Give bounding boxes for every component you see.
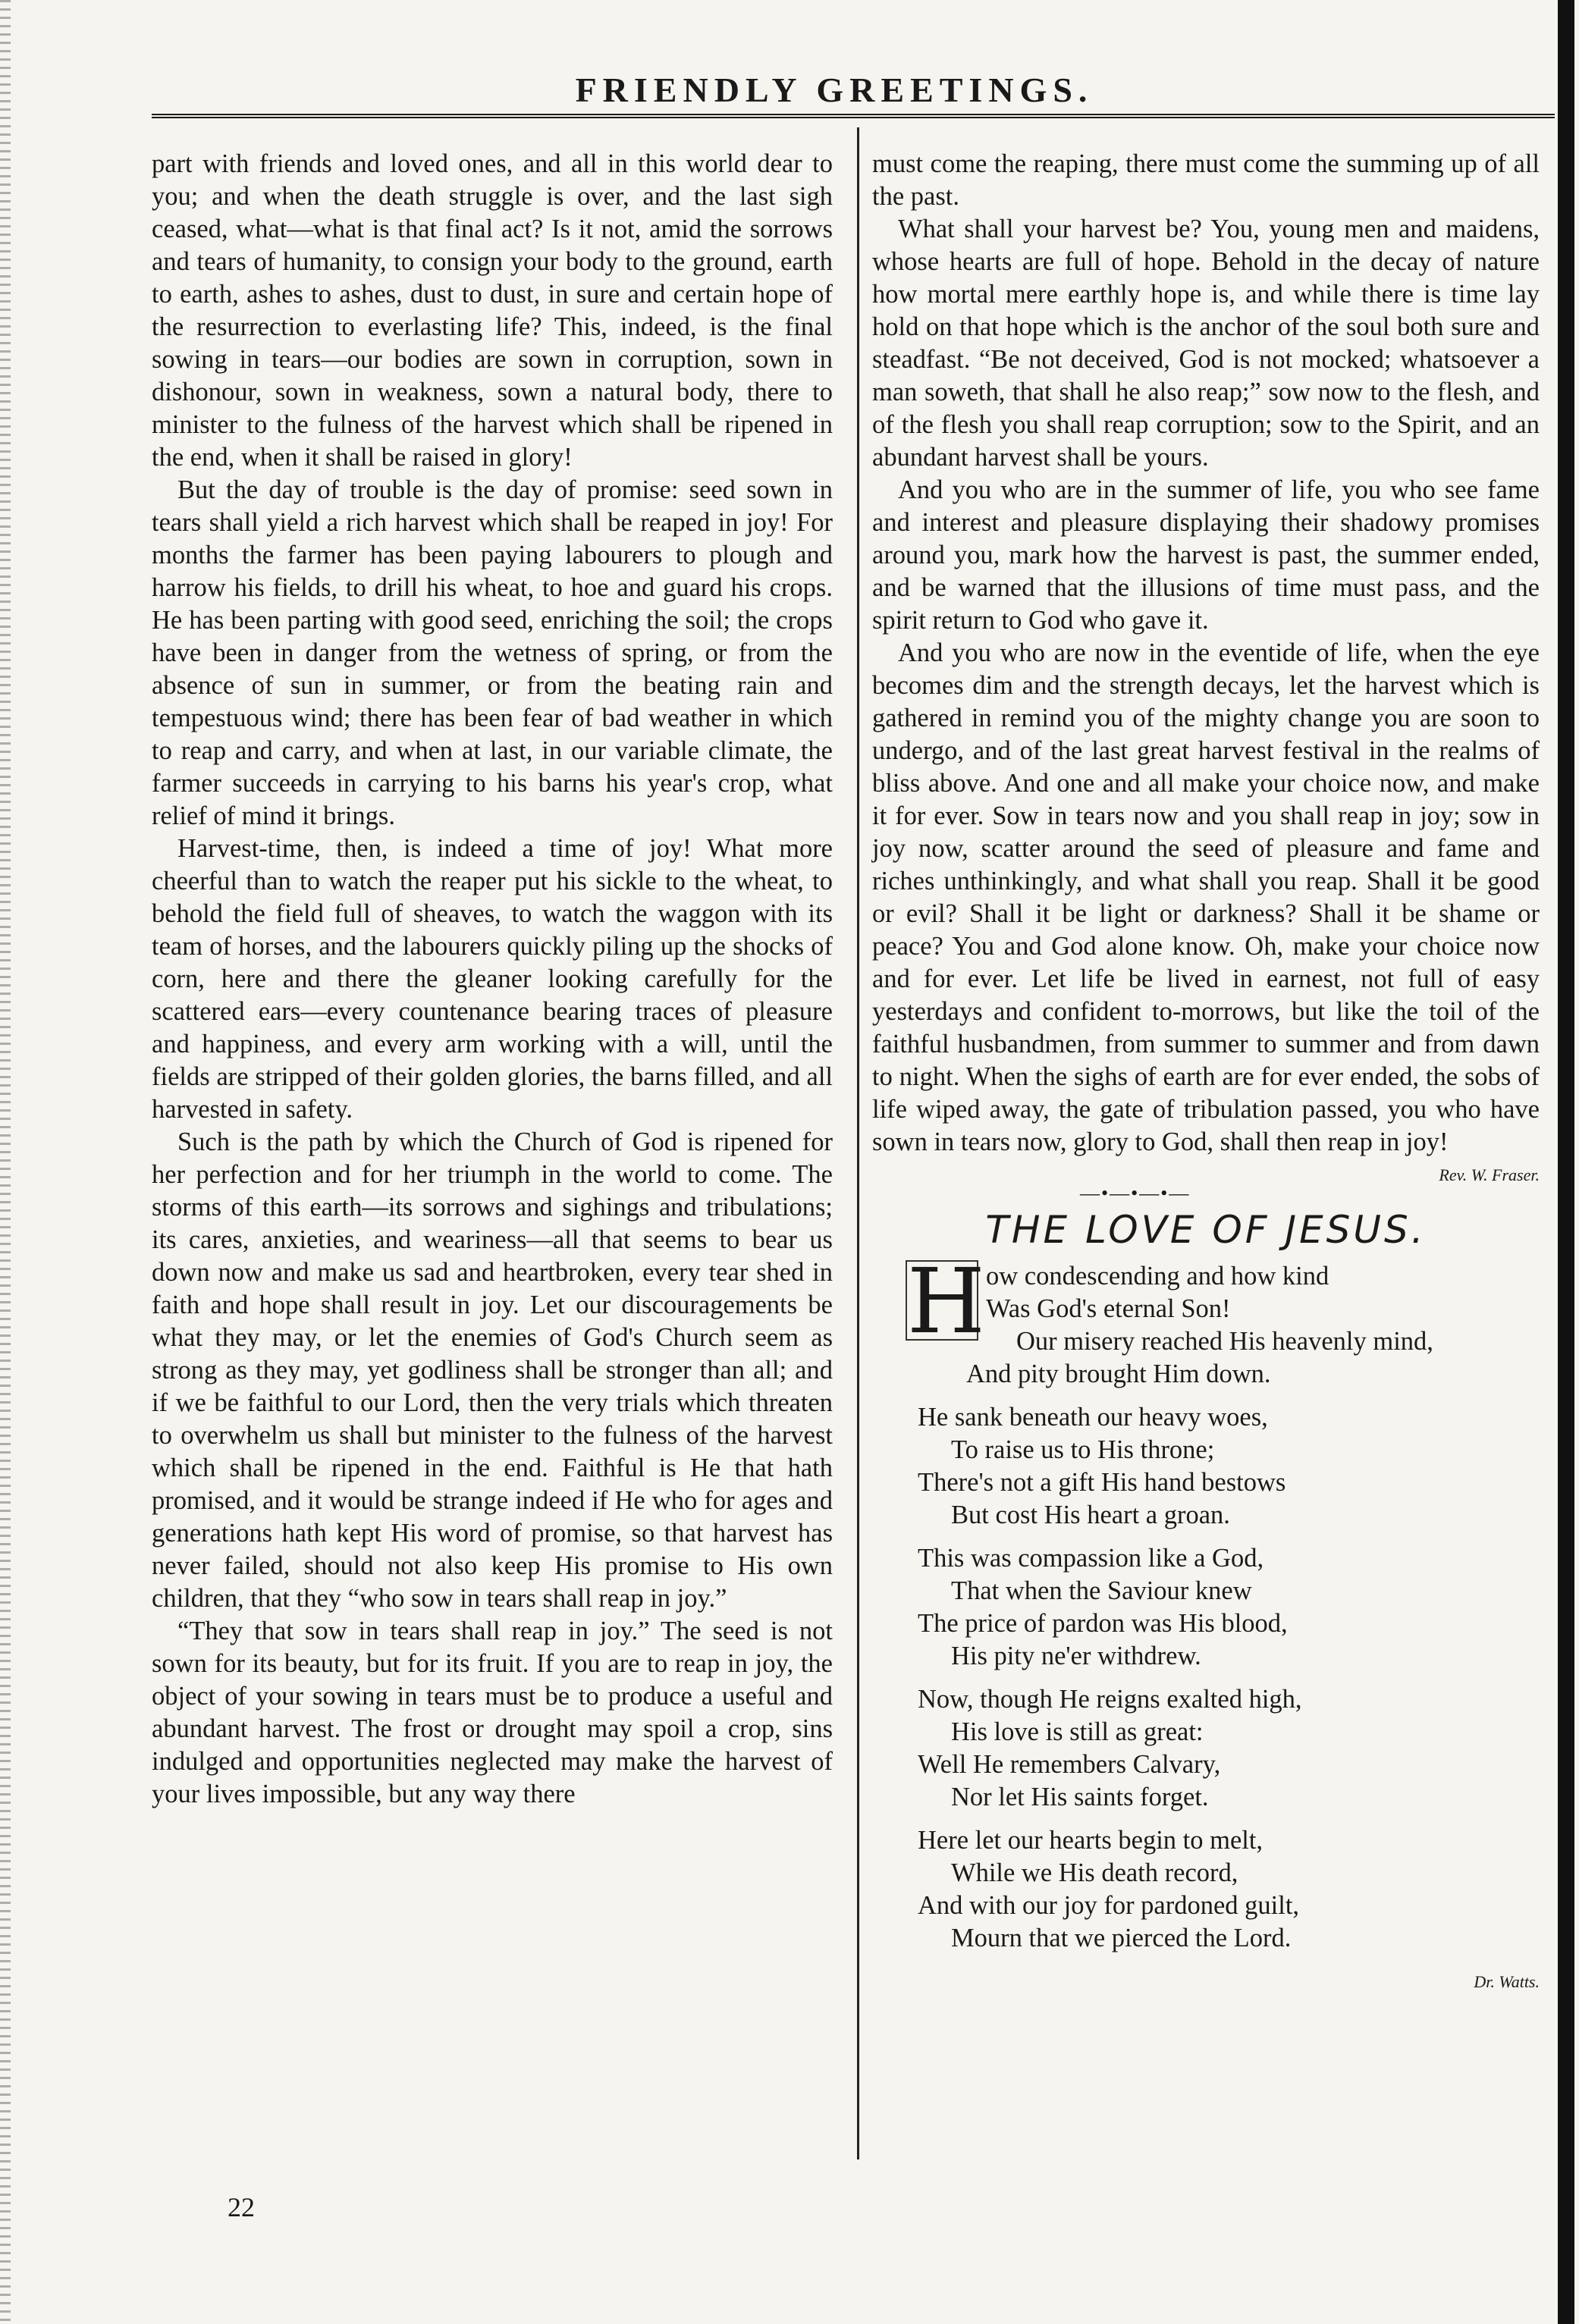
poem-line: Was God's eternal Son! <box>986 1294 1231 1323</box>
poem-line: His pity ne'er withdrew. <box>951 1642 1201 1670</box>
poem-stanza <box>918 1542 1540 1673</box>
paragraph: What shall your harvest be? You, young men and maidens, whose hearts are full of hope. Behold in the decay of nature how mortal mere earthly hope is, and while there is time lay hold on that hope which is the anchor of the soul both sure and steadfast. “Be not deceived, God is not mocked; whatsoever a man soweth, that shall he also reap;” sow now to the flesh, and of the flesh you shall reap corruption; sow to the Spirit, and an abundant harvest shall be yours. <box>872 215 1540 472</box>
column-divider <box>857 127 859 2159</box>
poem-line: That when the Saviour knew <box>951 1576 1252 1605</box>
poem-line: And with our joy for pardoned guilt, <box>918 1891 1300 1920</box>
poem-line: Nor let His saints forget. <box>951 1783 1209 1811</box>
poem-line: But cost His heart a groan. <box>951 1501 1230 1529</box>
poem-line: He sank beneath our heavy woes, <box>918 1403 1268 1432</box>
poem-line: And pity brought Him down. <box>966 1360 1271 1388</box>
poem-line: The price of pardon was His blood, <box>918 1609 1288 1638</box>
poem-line: This was compassion like a God, <box>918 1544 1264 1573</box>
paragraph <box>872 637 1540 1184</box>
paragraph: Harvest-time, then, is indeed a time of joy! What more cheerful than to watch the reaper put his sickle to the wheat, to behold the field full of sheaves, to watch the waggon with its team of horses, and the labourers quickly piling up the shocks of corn, here and there the gleaner looking carefully for the scattered ears—every countenance bearing traces of pleasure and happiness, and every arm working with a will, until the fields are stripped of their golden glories, the barns filled, and all harvested in safety. <box>152 834 833 1124</box>
page-edge-bar <box>1558 0 1574 2324</box>
poem-stanza <box>907 1249 1540 1391</box>
paragraph: part with friends and loved ones, and all in this world dear to you; and when the death struggle is over, and the last sigh ceased, what—what is that final act? Is it not, amid the sorrows and tears of humanity, to consign your body to the ground, earth to earth, ashes to ashes, dust to dust, in sure and certain hope of the resurrection to everlasting life? This, indeed, is the final sowing in tears—our bodies are sown in corruption, sown in dishonour, sown in weakness, sown a natural body, there to minister to the fulness of the harvest which shall be ripened in the end, when it shall be raised in glory! <box>152 149 833 472</box>
binding-edge <box>0 0 11 2324</box>
poem-line: Here let our hearts begin to melt, <box>918 1826 1264 1855</box>
paragraph: And you who are in the summer of life, you who see fame and interest and pleasure displaying their shadowy promises around you, mark how the harvest is past, the summer ended, and be warned that the illusions of time must pass, and the spirit return to God who gave it. <box>872 475 1540 635</box>
paragraph: must come the reaping, there must come the summing up of all the past. <box>872 149 1540 211</box>
poem-line: Mourn that we pierced the Lord. <box>951 1924 1292 1952</box>
poem-line: There's not a gift His hand bestows <box>918 1468 1286 1497</box>
poem-stanza <box>918 1824 1540 1955</box>
poem-title: THE LOVE OF JESUS. <box>985 1208 1427 1252</box>
drop-cap: H <box>907 1249 985 1353</box>
poem-line: His love is still as great: <box>951 1717 1204 1746</box>
poem-line: ow condescending and how kind <box>986 1262 1329 1291</box>
poem-line: Our misery reached His heavenly mind, <box>1016 1327 1433 1356</box>
poem-line: Now, though He reigns exalted high, <box>918 1685 1302 1714</box>
poem-stanza <box>918 1401 1540 1532</box>
poem-line: To raise us to His throne; <box>951 1435 1215 1464</box>
left-column <box>152 148 833 1811</box>
right-column <box>872 148 1540 1998</box>
poem-line: While we His death record, <box>951 1858 1238 1887</box>
paragraph: “They that sow in tears shall reap in joy.” The seed is not sown for its beauty, but for its fruit. If you are to reap in joy, the object of your sowing in tears must be to produce a useful and abundant harvest. The frost or drought may spoil a crop, sins indulged and opportunities neglected may make the harvest of your lives impossible, but any way there <box>152 1617 833 1808</box>
paragraph: But the day of trouble is the day of promise: seed sown in tears shall yield a rich harvest which shall be reaped in joy! For months the farmer has been paying labourers to plough and harrow his fields, to drill his wheat, to hoe and guard his crops. He has been parting with good seed, enriching the soil; the crops have been in danger from the wetness of spring, or from the absence of sun in summer, or from the beating rain and tempestuous wind; there has been fear of bad weather in which to reap and carry, and when at last, in our variable climate, the farmer succeeds in carrying to his barns his year's crop, what relief of mind it brings. <box>152 475 833 830</box>
paragraph: Such is the path by which the Church of God is ripened for her perfection and for her triumph in the world to come. The storms of this earth—its sorrows and sighings and tribulations; its cares, anxieties, and weariness—all that seems to bear us down now and make us sad and heartbroken, every tear shed in faith and hope shall result in joy. Let our discouragements be what they may, or let the enemies of God's Church seem as strong as they may, yet godliness shall be stronger than all; and if we be faithful to our Lord, then the very trials which threaten to overwhelm us shall but minister to the fulness of the harvest which shall be ripened in the end. Faithful is He that hath promised, and it would be strange indeed if He who for ages and generations hath kept His word of promise, so that harvest has never failed, should not also keep His promise to His own children, that they “who sow in tears shall reap in joy.” <box>152 1128 833 1613</box>
running-title: FRIENDLY GREETINGS. <box>575 71 1094 109</box>
article-signature: Rev. W. Fraser. <box>1439 1165 1540 1184</box>
poem-signature: Dr. Watts. <box>1474 1972 1540 1991</box>
poem-line: Well He remembers Calvary, <box>918 1750 1221 1779</box>
header-rule <box>152 114 1555 118</box>
poem-stanza <box>918 1683 1540 1814</box>
page-number: 22 <box>228 2192 255 2222</box>
section-ornament: —•—•—•— <box>1080 1182 1191 1204</box>
paragraph-text: And you who are now in the eventide of life, when the eye becomes dim and the strength decays, let the harvest which is gathered in remind you of the mighty change you are soon to undergo, and of the last great harvest festival in the realms of bliss above. And one and all make your choice now, and make it for ever. Sow in tears now and you shall reap in joy; sow in joy now, scatter around the seed of pleasure and fame and riches unthinkingly, and what shall you reap. Shall it be good or evil? Shall it be light or darkness? Shall it be shame or peace? You and God alone know. Oh, make your choice now and for ever. Let life be lived in earnest, not full of easy yesterdays and confident to-morrows, but like the toil of the faithful husbandmen, from summer to summer and from dawn to night. When the sighs of earth are for ever ended, the sobs of life wiped away, the gate of tribulation passed, you who have sown in tears now, glory to God, shall then reap in joy! <box>872 638 1540 1156</box>
